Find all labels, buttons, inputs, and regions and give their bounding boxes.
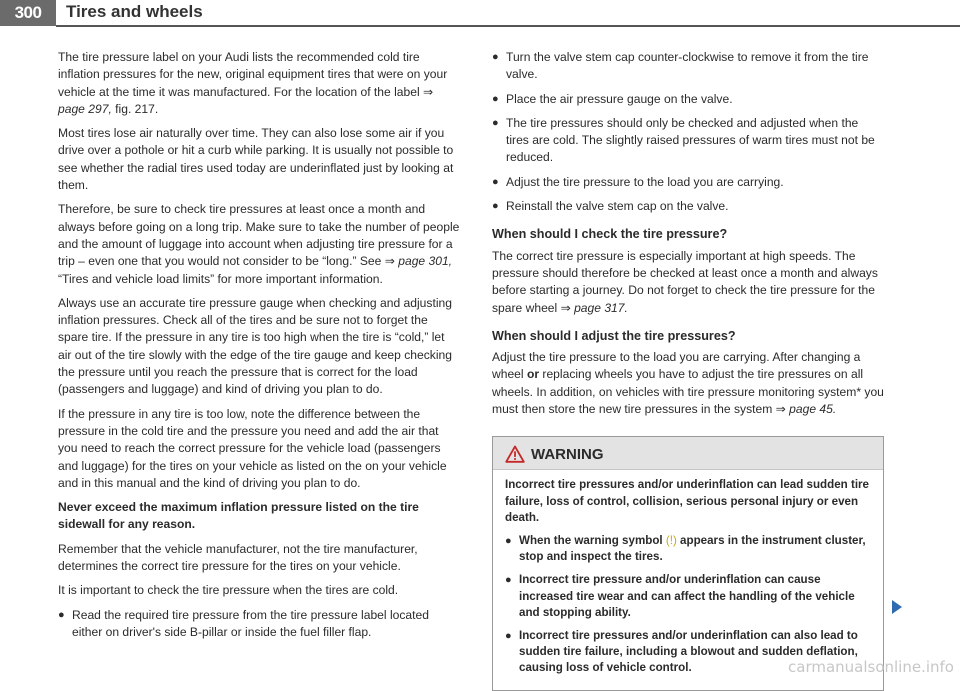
list-item-text: Incorrect tire pressures and/or underinflation can also lead to sudden tire failure, including a blowout and sudden deflation, causing loss of vehicle control. — [519, 628, 858, 675]
text-run: fig. 217. — [111, 101, 159, 116]
paragraph-check-cold: It is important to check the tire pressure when the tires are cold. — [58, 583, 399, 598]
warning-body — [493, 470, 883, 689]
right-column — [492, 49, 884, 691]
heading-when-adjust: When should I adjust the tire pressures? — [492, 328, 736, 343]
page-301-link[interactable]: ⇒ page 301, — [384, 254, 453, 269]
list-item-text: Place the air pressure gauge on the valve. — [506, 91, 733, 106]
bullet-icon: ● — [492, 116, 499, 129]
text-run: The tire pressure label on your Audi lists the recommended cold tire inflation pressures for the new, original equipment tires that were on your vehicle at the time it was manufactured. For the location of the label — [58, 50, 448, 99]
tire-pressure-warning-icon: (!) — [665, 533, 677, 547]
text-run: Adjust the tire pressure to the load you are carrying. After changing a wheel — [492, 350, 861, 382]
text-run: “Tires and vehicle load limits” for more important information. — [58, 271, 383, 286]
left-column — [58, 49, 460, 648]
list-item — [492, 198, 884, 215]
page-317-link[interactable]: ⇒ page 317. — [560, 300, 628, 315]
bullet-icon: ● — [505, 534, 512, 547]
paragraph-label-location — [58, 49, 460, 118]
list-item — [505, 533, 873, 565]
list-item — [492, 49, 884, 84]
paragraph-pressure-low: If the pressure in any tire is too low, note the difference between the pressure in the cold tire and the pressure you need and add the air that you need to reach the correct pressure for the vehicle load (passengers and luggage) for the tires on your vehicle as listed on the on your vehicle and in this manual and the kind of driving you plan to do. — [58, 406, 447, 490]
continue-arrow-icon — [892, 600, 902, 614]
text-run: When the warning symbol — [519, 533, 666, 547]
text-run: appears in the instrument cluster, stop and inspect the tires. — [519, 533, 866, 564]
bullet-icon: ● — [492, 92, 499, 105]
list-item-text: The tire pressures should only be checked and adjusted when the tires are cold. The slightly raised pressures of warm tires must not be reduced. — [506, 115, 875, 165]
list-item-text: Reinstall the valve stem cap on the valve. — [506, 199, 729, 214]
bullet-icon: ● — [58, 608, 65, 621]
paragraph-air-loss: Most tires lose air naturally over time. They can also lose some air if you drive over a pothole or hit a curb while parking. It is usually not possible to see whether the radial tires used today are underinflated just by looking at them. — [58, 126, 454, 193]
warning-header — [493, 437, 883, 470]
warning-triangle-icon — [505, 445, 525, 463]
page-45-link[interactable]: ⇒ page 45. — [775, 402, 837, 417]
list-item — [58, 607, 460, 642]
bullet-icon: ● — [492, 200, 499, 213]
list-item-text: Read the required tire pressure from the tire pressure label located either on driver's side B-pillar or inside the fuel filler flap. — [72, 607, 429, 639]
paragraph-never-exceed: Never exceed the maximum inflation pressure listed on the tire sidewall for any reason. — [58, 500, 419, 532]
list-item — [492, 91, 884, 108]
text-run: replacing wheels you have to adjust the tire pressures on all wheels. In addition, on vehicles with tire pressure monitoring system* you must then store the new tire pressures in the system — [492, 367, 884, 417]
list-item — [505, 572, 873, 621]
page-297-link[interactable]: ⇒ page 297, — [58, 84, 434, 116]
bullet-icon: ● — [492, 175, 499, 188]
paragraph-check-monthly — [58, 201, 460, 287]
page-number: 300 — [0, 0, 56, 26]
list-item-text: Adjust the tire pressure to the load you are carrying. — [506, 174, 784, 189]
list-item — [492, 115, 884, 167]
list-item-text: Incorrect tire pressure and/or underinflation can cause increased tire wear and can affect the handling of the vehicle and stopping ability. — [519, 573, 855, 619]
section-title: Tires and wheels — [66, 2, 203, 21]
header-rule — [56, 25, 960, 27]
warning-box — [492, 436, 884, 690]
warning-title: WARNING — [531, 445, 604, 463]
bullet-icon: ● — [492, 51, 499, 63]
paragraph-when-check — [492, 248, 884, 317]
paragraph-gauge: Always use an accurate tire pressure gauge when checking and adjusting inflation pressures. Check all of the tires and be sure not to forget the spare tire. If the pressure in any tire is too high when the tire is “cold,” let air out of the tire slowly with the edge of the tire gauge and keep checking the pressure until you reach the pressure that is correct for the load (passengers and luggage) and kind of driving you plan to do. — [58, 295, 452, 397]
text-run: Therefore, be sure to check tire pressures at least once a month and always before going on a long trip. Make sure to take the number of people and the amount of luggage into account when adjusting tire pressure for a trip – even one that you would not consider to be “long.” See — [58, 202, 460, 269]
bullet-icon: ● — [505, 629, 512, 642]
paragraph-manufacturer: Remember that the vehicle manufacturer, not the tire manufacturer, determines the correct tire pressure for the tires on your vehicle. — [58, 541, 418, 574]
list-item-text: Turn the valve stem cap counter-clockwise to remove it from the tire valve. — [506, 50, 869, 82]
watermark: carmanualsonline.info — [788, 658, 954, 676]
list-item-text — [519, 533, 873, 565]
heading-when-check: When should I check the tire pressure? — [492, 227, 728, 242]
warning-intro: Incorrect tire pressures and/or underinflation can lead sudden tire failure, loss of control, collision, serious personal injury or even death. — [505, 478, 870, 524]
list-item — [492, 174, 884, 191]
text-run: The correct tire pressure is especially important at high speeds. The pressure should therefore be checked at least once a month and always before starting a journey. Do not forget to check the tire pressure for the spare wheel — [492, 248, 878, 315]
paragraph-when-adjust — [492, 349, 884, 418]
text-run: or — [526, 367, 540, 382]
bullet-icon: ● — [505, 574, 512, 587]
